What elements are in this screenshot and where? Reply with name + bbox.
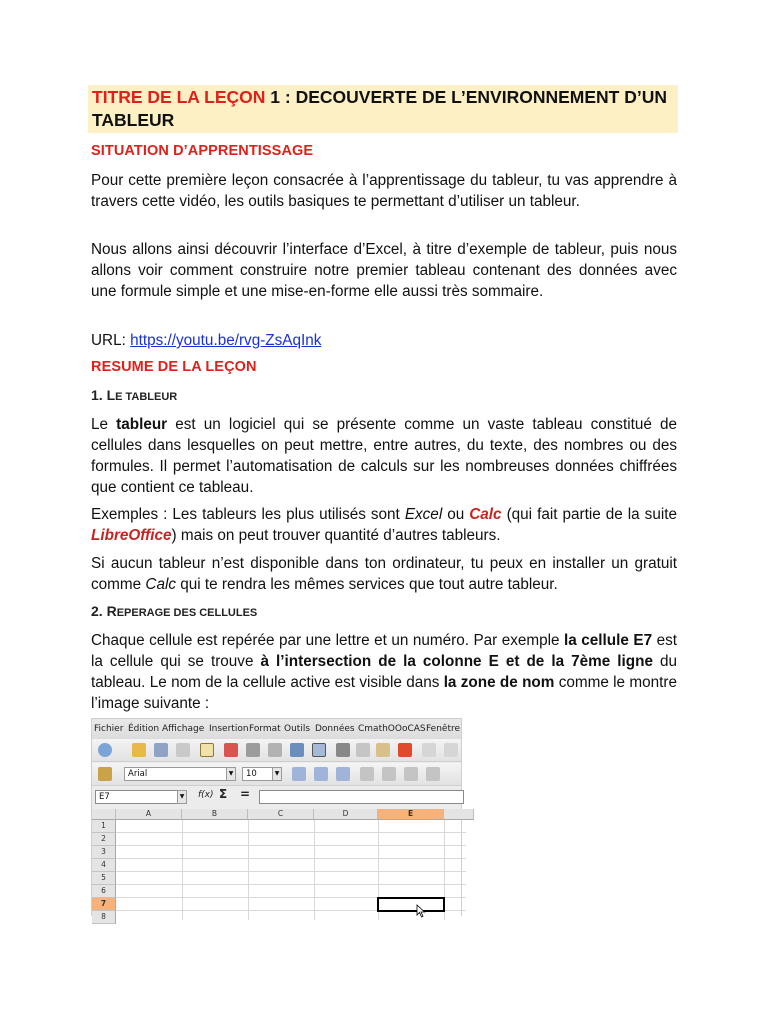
row-header: 5 — [92, 872, 116, 885]
function-wizard-icon: f(x) — [198, 790, 214, 800]
font-size-dropdown-icon: ▼ — [272, 767, 282, 781]
spellcheck-icon — [290, 743, 304, 757]
new-document-icon — [98, 743, 112, 757]
open-folder-icon — [132, 743, 146, 757]
print-icon — [246, 743, 260, 757]
menu-bar — [92, 719, 461, 739]
styles-icon — [98, 767, 112, 781]
situation-paragraph-2: Nous allons ainsi découvrir l’interface d’Excel, à titre d’exemple de tableur, puis nous allons voir comment construire notre premier tableau contenant des données avec une formule simple et une mise-en-forme elle aussi très sommaire. — [91, 241, 677, 300]
section-2-number: 2. R — [91, 603, 117, 619]
justify-icon — [426, 767, 440, 781]
corner-header — [92, 809, 116, 820]
text: Chaque cellule est repérée par une lettre et un numéro. Par exemple — [91, 632, 565, 649]
text: (qui fait partie de la suite — [501, 506, 677, 523]
section-2-paragraph-1 — [91, 630, 677, 714]
text: qui te rendra les mêmes services que tout autre tableur. — [176, 576, 558, 593]
video-link[interactable]: https://youtu.be/rvg-ZsAqInk — [130, 332, 322, 349]
row-header: 3 — [92, 846, 116, 859]
grid-line — [116, 858, 466, 859]
grid-line — [116, 884, 466, 885]
grid-line — [182, 820, 183, 920]
align-left-icon — [360, 767, 374, 781]
lesson-title — [92, 86, 677, 132]
grid-line — [116, 871, 466, 872]
bold-name-zone: la zone de nom — [443, 674, 555, 691]
column-header-active: E — [378, 809, 444, 820]
row-header: 4 — [92, 859, 116, 872]
paste-icon — [376, 743, 390, 757]
italic-icon — [314, 767, 328, 781]
active-cell-e7 — [377, 897, 445, 912]
column-header: A — [116, 809, 182, 820]
row-header: 2 — [92, 833, 116, 846]
menu-item: Fenêtre — [426, 724, 461, 734]
menu-item: Fichier — [94, 724, 124, 734]
term-calc-italic: Calc — [145, 576, 177, 593]
section-1-paragraph-1 — [91, 414, 677, 498]
section-1-paragraph-2 — [91, 504, 677, 546]
clone-format-icon — [398, 743, 412, 757]
section-1-title: E TABLEUR — [115, 391, 178, 403]
text: est un logiciel qui se présente comme un vaste tableau constitué de cellules dans lesquelles on peut mettre, entre autres, du texte, des nombres ou des formules. Il permet l’automatisation de calculs sur les nombreuses données chiffrées que contient ce tableau. — [91, 416, 678, 496]
text: Exemples : Les tableurs les plus utilisés sont — [91, 506, 405, 523]
row-header: 6 — [92, 885, 116, 898]
grid-line — [116, 845, 466, 846]
menu-item: Données — [315, 724, 355, 734]
term-calc: Calc — [469, 506, 502, 523]
sum-icon: Σ — [219, 787, 228, 801]
align-center-icon — [382, 767, 396, 781]
standard-toolbar — [92, 739, 461, 762]
mouse-cursor-icon — [416, 904, 426, 918]
font-size-box: 10 — [242, 767, 274, 781]
name-box: E7 — [95, 790, 179, 804]
grid-line — [116, 832, 466, 833]
edit-mode-icon — [200, 743, 214, 757]
bold-intersection: à l’intersection de la colonne E et de la 7ème ligne — [260, 653, 653, 670]
cell-grid — [92, 809, 461, 919]
column-header: B — [182, 809, 248, 820]
autospell-icon — [312, 743, 326, 757]
menu-item: Format — [249, 724, 281, 734]
resume-heading: RESUME DE LA LEÇON — [91, 359, 257, 375]
section-2-heading — [91, 603, 257, 619]
print-preview-icon — [268, 743, 282, 757]
text: comme le montre l’image suivante : — [91, 674, 677, 712]
redo-icon — [444, 743, 458, 757]
menu-item: Édition — [128, 724, 160, 734]
font-name-box: Arial — [124, 767, 228, 781]
section-1-heading — [91, 387, 177, 403]
grid-line — [248, 820, 249, 920]
title-main: DECOUVERTE DE L’ENVIRONNEMENT D’UN TABLEUR — [92, 87, 668, 130]
text: ou — [442, 506, 470, 523]
grid-line — [314, 820, 315, 920]
situation-heading: SITUATION D’APPRENTISSAGE — [91, 143, 314, 159]
menu-item: Insertion — [209, 724, 249, 734]
text: est la cellule qui se trouve — [91, 632, 677, 670]
term-libreoffice: LibreOffice — [91, 527, 172, 544]
equals-icon: = — [240, 787, 251, 801]
formula-input — [259, 790, 464, 804]
term-tableur: tableur — [116, 416, 168, 433]
text: Si aucun tableur n’est disponible dans ton ordinateur, tu peux en installer un gratuit comme — [91, 555, 677, 593]
bold-icon — [292, 767, 306, 781]
text: Le — [91, 416, 117, 433]
undo-icon — [422, 743, 436, 757]
spreadsheet-screenshot — [91, 718, 462, 921]
row-header: 1 — [92, 820, 116, 833]
menu-item: Outils — [284, 724, 311, 734]
cut-icon — [336, 743, 350, 757]
menu-item: CmathOOoCAS — [358, 724, 426, 734]
text: du tableau. Le nom de la cellule active est visible dans — [91, 653, 678, 691]
name-box-dropdown-icon: ▼ — [177, 790, 187, 804]
section-2-title: EPERAGE DES CELLULES — [116, 607, 258, 619]
underline-icon — [336, 767, 350, 781]
url-label: URL: — [91, 332, 131, 349]
row-header-active: 7 — [92, 898, 116, 911]
formatting-toolbar — [92, 763, 461, 786]
save-icon — [154, 743, 168, 757]
section-1-number: 1. L — [91, 387, 116, 403]
copy-icon — [356, 743, 370, 757]
column-header: D — [314, 809, 378, 820]
situation-paragraph-1: Pour cette première leçon consacrée à l’apprentissage du tableur, tu vas apprendre à travers cette vidéo, les outils basiques te permettant d’utiliser un tableur. — [91, 172, 677, 210]
url-line — [91, 330, 677, 351]
term-excel: Excel — [404, 506, 443, 523]
align-right-icon — [404, 767, 418, 781]
column-header — [444, 809, 474, 820]
section-1-paragraph-3 — [91, 553, 677, 595]
row-header: 8 — [92, 911, 116, 924]
title-number: 1 : — [270, 87, 291, 107]
column-header: C — [248, 809, 314, 820]
mail-icon — [176, 743, 190, 757]
pdf-export-icon — [224, 743, 238, 757]
menu-item: Affichage — [162, 724, 205, 734]
font-name-dropdown-icon: ▼ — [226, 767, 236, 781]
bold-cell-e7: la cellule E7 — [564, 632, 653, 649]
formula-bar — [92, 787, 461, 807]
title-prefix: TITRE DE LA LEÇON — [92, 87, 266, 107]
text: ) mais on peut trouver quantité d’autres tableurs. — [171, 527, 501, 544]
